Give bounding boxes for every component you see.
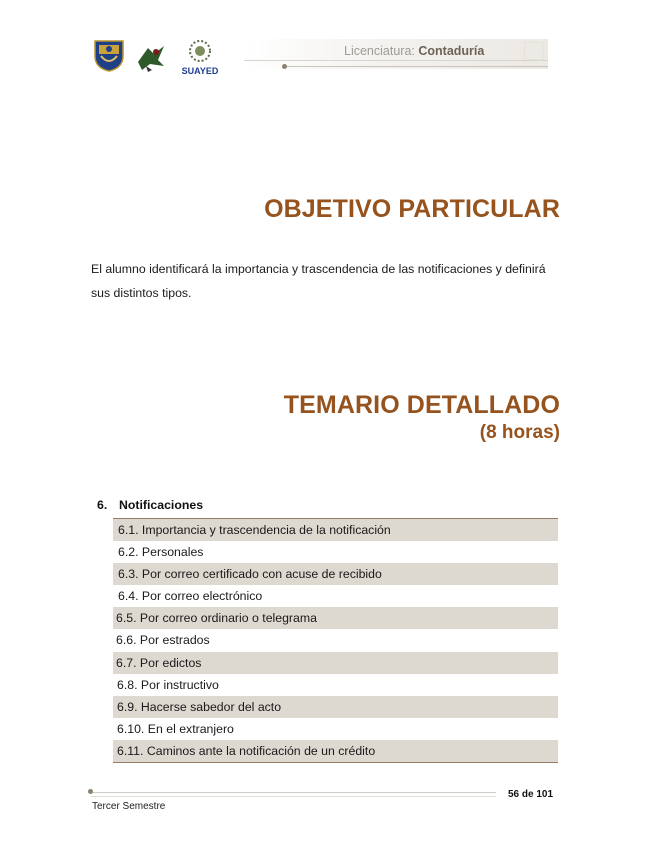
footer-rule-secondary — [91, 796, 496, 797]
topic-list — [113, 518, 558, 763]
syllabus-title: TEMARIO DETALLADO — [283, 391, 560, 419]
header-logos — [92, 38, 222, 78]
footer-bullet-dot — [88, 789, 93, 794]
topic-item: 6.11. Caminos ante la notificación de un crédito — [113, 740, 558, 762]
footer-rule — [91, 792, 496, 793]
topic-item: 6.10. En el extranjero — [117, 721, 234, 736]
header-rule-secondary — [284, 66, 548, 67]
header-bullet-dot — [282, 64, 287, 69]
unam-shield-logo — [92, 38, 126, 72]
topic-item: 6.6. Por estrados — [116, 633, 210, 648]
topic-list-bottom-rule — [113, 762, 558, 763]
topic-item: 6.9. Hacerse sabedor del acto — [113, 696, 558, 718]
topic-item: 6.2. Personales — [118, 545, 204, 560]
topic-item: 6.5. Por correo ordinario o telegrama — [113, 607, 558, 629]
header-corner-box — [524, 42, 544, 60]
unit-heading — [97, 498, 203, 512]
topic-item: 6.1. Importancia y trascendencia de la notificación — [113, 519, 558, 541]
suayed-logo-text: SUAYED — [181, 66, 219, 76]
syllabus-hours: (8 horas) — [479, 422, 560, 443]
program-title — [344, 44, 484, 58]
objective-title: OBJETIVO PARTICULAR — [264, 195, 560, 223]
fca-eagle-logo — [134, 40, 168, 74]
topic-item: 6.4. Por correo electrónico — [118, 589, 263, 604]
objective-text: El alumno identificará la importancia y trascendencia de las notificaciones y definirá sus distintos tipos. — [91, 262, 546, 300]
program-label: Licenciatura: — [344, 44, 415, 58]
program-name: Contaduría — [418, 44, 485, 58]
suayed-logo — [180, 38, 220, 78]
topic-item: 6.8. Por instructivo — [117, 677, 219, 692]
topic-item: 6.7. Por edictos — [113, 652, 558, 674]
unit-title: Notificaciones — [119, 498, 204, 512]
topic-item: 6.3. Por correo certificado con acuse de recibido — [113, 563, 558, 585]
header-rule — [244, 60, 548, 61]
header-band — [244, 39, 548, 69]
unit-number: 6. — [97, 498, 108, 512]
semester-label: Tercer Semestre — [92, 801, 166, 812]
page-number: 56 de 101 — [508, 789, 554, 800]
